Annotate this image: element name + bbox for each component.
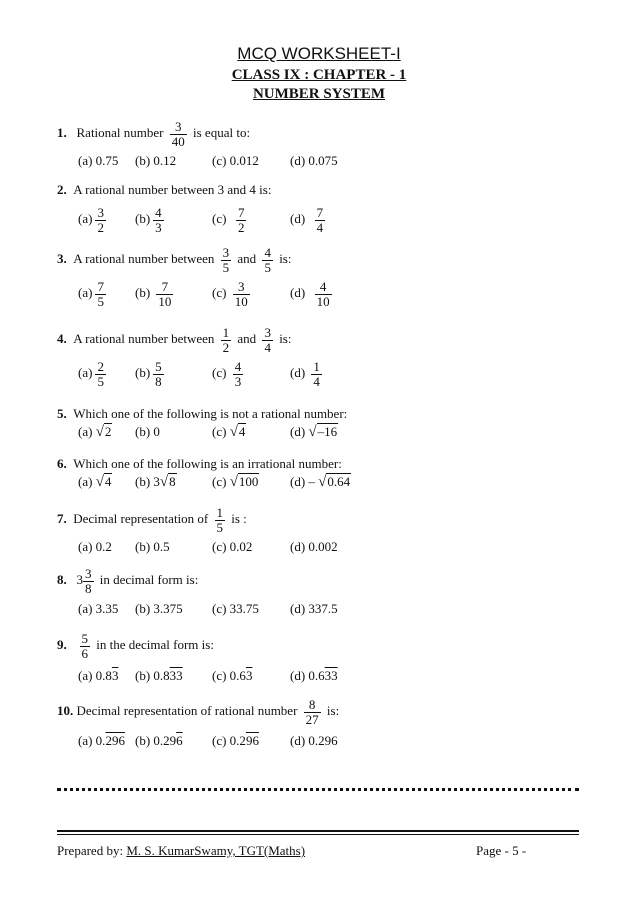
option-c[interactable]: (c) 33.75 (212, 601, 259, 616)
option-a[interactable]: (a) 0.75 (78, 153, 119, 168)
footer-rule-thin (57, 834, 579, 835)
option-c[interactable]: (c) $\frac{4}{3}$ (212, 359, 242, 389)
options-6 (78, 474, 398, 494)
options-4 (78, 360, 378, 394)
sqrt-sign: √–16 (308, 424, 338, 440)
question-7: 7. Decimal representation of $\frac{1}{5}$ is : (57, 505, 247, 535)
sqrt-sign: √4 (229, 424, 246, 440)
question-4: 4. A rational number between $\frac{1}{2}$ and $\frac{3}{4}$ is: (57, 325, 292, 355)
question-8: 8. 3 $\frac{3}{8}$ in decimal form is: (57, 566, 199, 596)
option-d[interactable]: (d) 0.296 (290, 733, 338, 748)
option-a[interactable]: (a) $\frac{2}{5}$ (78, 359, 104, 389)
option-d[interactable]: (d) – √0.64 (290, 474, 351, 490)
footer-rule (57, 830, 579, 832)
options-7 (78, 539, 378, 559)
option-d[interactable]: (d) √–16 (290, 424, 338, 440)
option-b[interactable]: (b) $\frac{5}{8}$ (135, 359, 162, 389)
option-c[interactable]: (c) 0.02 (212, 539, 253, 554)
option-b[interactable]: (b) 0.833 (135, 668, 183, 683)
question-5: 5. Which one of the following is not a rational number: (57, 406, 348, 421)
option-a[interactable]: (a) 0.2 (78, 539, 112, 554)
footer-credit: Prepared by: M. S. KumarSwamy, TGT(Maths) (57, 843, 306, 858)
option-b[interactable]: (b) 0 (135, 424, 160, 439)
option-d[interactable]: (d) 337.5 (290, 601, 338, 616)
dotted-divider (57, 788, 579, 791)
option-b[interactable]: (b) $\frac{4}{3}$ (135, 205, 162, 235)
question-6: 6. Which one of the following is an irrational number: (57, 456, 342, 471)
option-b[interactable]: (b) 0.12 (135, 153, 177, 168)
sqrt-sign: √2 (95, 424, 112, 440)
question-2: 2. A rational number between 3 and 4 is: (57, 182, 272, 197)
option-a[interactable]: (a) 0.83 (78, 668, 119, 683)
option-d[interactable]: (d) $\frac{7}{4}$ (290, 205, 324, 235)
worksheet-title: MCQ WORKSHEET-I (237, 44, 401, 63)
option-d[interactable]: (d) 0.633 (290, 668, 338, 683)
option-b[interactable]: (b) 3.375 (135, 601, 183, 616)
option-d[interactable]: (d) $\frac{1}{4}$ (290, 359, 320, 389)
question-10: 10. Decimal representation of rational number $\frac{8}{27}$ is: (57, 697, 340, 727)
fraction: $\frac{3}{40}$ (171, 119, 185, 149)
class-chapter-heading: CLASS IX : CHAPTER - 1 (231, 67, 407, 83)
option-a[interactable]: (a) $\frac{7}{5}$ (78, 279, 104, 309)
options-9 (78, 668, 378, 688)
question-3: 3. A rational number between $\frac{3}{5}$ and $\frac{4}{5}$ is: (57, 245, 292, 275)
question-1: 1. Rational number $\frac{3}{40}$ is equal to: (57, 119, 251, 149)
option-b[interactable]: (b) 0.296 (135, 733, 183, 748)
option-c[interactable]: (c) 0.012 (212, 153, 259, 168)
option-b[interactable]: (b) 0.5 (135, 539, 170, 554)
option-c[interactable]: (c) 0.296 (212, 733, 259, 748)
option-d[interactable]: (d) 0.002 (290, 539, 338, 554)
option-a[interactable]: (a) 3.35 (78, 601, 119, 616)
option-a[interactable]: (a) √4 (78, 474, 112, 490)
option-c[interactable]: (c) $\frac{3}{10}$ (212, 279, 248, 309)
option-b[interactable]: (b) 3√8 (135, 474, 176, 490)
option-a[interactable]: (a) $\frac{3}{2}$ (78, 205, 104, 235)
option-d[interactable]: (d) $\frac{4}{10}$ (290, 279, 330, 309)
option-d[interactable]: (d) 0.075 (290, 153, 338, 168)
question-9: 9. $\frac{5}{6}$ in the decimal form is: (57, 631, 214, 661)
options-5 (78, 424, 378, 444)
option-c[interactable]: (c) √4 (212, 424, 246, 440)
option-c[interactable]: (c) $\frac{7}{2}$ (212, 205, 245, 235)
option-a[interactable]: (a) √2 (78, 424, 112, 440)
options-2 (78, 200, 378, 234)
option-c[interactable]: (c) √100 (212, 474, 259, 490)
options-3 (78, 280, 378, 314)
options-8 (78, 601, 378, 621)
page-number: Page - 5 - (476, 843, 527, 858)
option-b[interactable]: (b) $\frac{7}{10}$ (135, 279, 172, 309)
options-10 (78, 733, 378, 753)
topic-heading: NUMBER SYSTEM (252, 86, 386, 102)
option-a[interactable]: (a) 0.296 (78, 733, 125, 748)
option-c[interactable]: (c) 0.63 (212, 668, 253, 683)
